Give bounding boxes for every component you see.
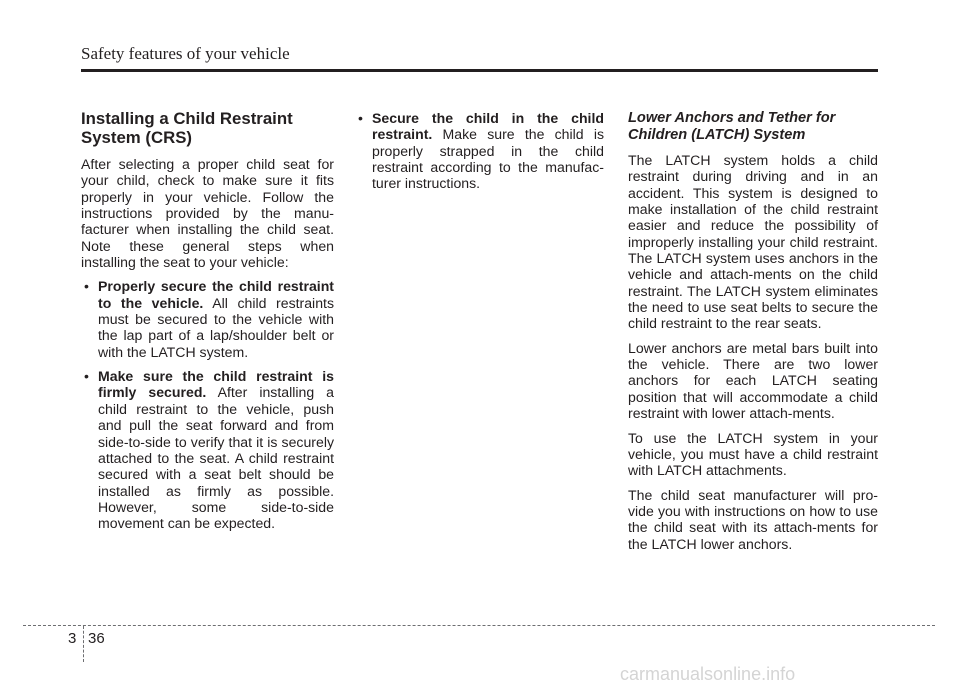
bullet-icon: •: [84, 368, 89, 385]
bullet-icon: •: [358, 110, 363, 126]
header-rule: [81, 69, 878, 72]
bullet-icon: •: [84, 278, 89, 295]
chapter-number: 3: [68, 630, 77, 647]
section-heading-latch: Lower Anchors and Tether for Children (LATCH) System: [628, 110, 836, 143]
step-lead: Make sure the child restraint is firmly secured.: [98, 368, 334, 401]
intro-paragraph: After selecting a proper child seat for your child, check to make sure it fits properly in your vehicle. Follow the instructions provided by the manu-facturer when installing the child seat. Note these general steps when installing the seat to your vehicle:: [81, 156, 334, 271]
footer-rule: [23, 625, 935, 626]
step-text: All child restraints must be secured to the vehicle with the lap part of a lap/shoulder belt or with the LATCH system.: [98, 294, 334, 360]
column-2: [355, 110, 604, 200]
latch-paragraph: To use the LATCH system in your vehicle, you must have a child restraint with LATCH attachments.: [628, 429, 878, 479]
latch-paragraph: The LATCH system holds a child restraint during driving and in an accident. This system is designed to make installation of the child restraint easier and reduce the possibility of improperly installing your child restraint. The LATCH system uses anchors in the vehicle and attach-ments on the child restraint. The LATCH system eliminates the need to use seat belts to secure the child restraint to the rear seats.: [628, 152, 878, 332]
step-text: After installing a child restraint to the vehicle, push and pull the seat forward and from side-to-side to verify that it is securely attached to the seat. A child restraint secured with a seat belt should be installed as firmly as possible. However, some side-to-side movement can be expected.: [98, 384, 334, 532]
watermark: carmanualsonline.info: [620, 664, 796, 684]
page-header-title: Safety features of your vehicle: [81, 44, 290, 63]
footer-separator: [83, 626, 84, 662]
column-3: [628, 110, 878, 560]
list-item: [81, 368, 334, 531]
column-1: [81, 110, 334, 540]
page-number: 36: [88, 630, 105, 647]
list-item: [81, 278, 334, 360]
step-lead: Secure the child in the child restraint.: [372, 110, 604, 143]
installation-steps-list-continued: [355, 110, 604, 192]
section-heading-installing-crs: Installing a Child Restraint System (CRS): [81, 109, 293, 147]
latch-paragraph: Lower anchors are metal bars built into the vehicle. There are two lower anchors for each LATCH seating position that will accommodate a child restraint with lower attach-ments.: [628, 339, 878, 422]
latch-paragraph: The child seat manufacturer will pro-vide you with instructions on how to use the child seat with its attach-ments for the LATCH lower anchors.: [628, 486, 878, 552]
step-text: Make sure the child is properly strapped in the child restraint according to the manufac-turer instructions.: [372, 126, 604, 192]
step-lead: Properly secure the child restraint to the vehicle.: [98, 278, 334, 311]
installation-steps-list: [81, 278, 334, 531]
list-item: [355, 110, 604, 192]
